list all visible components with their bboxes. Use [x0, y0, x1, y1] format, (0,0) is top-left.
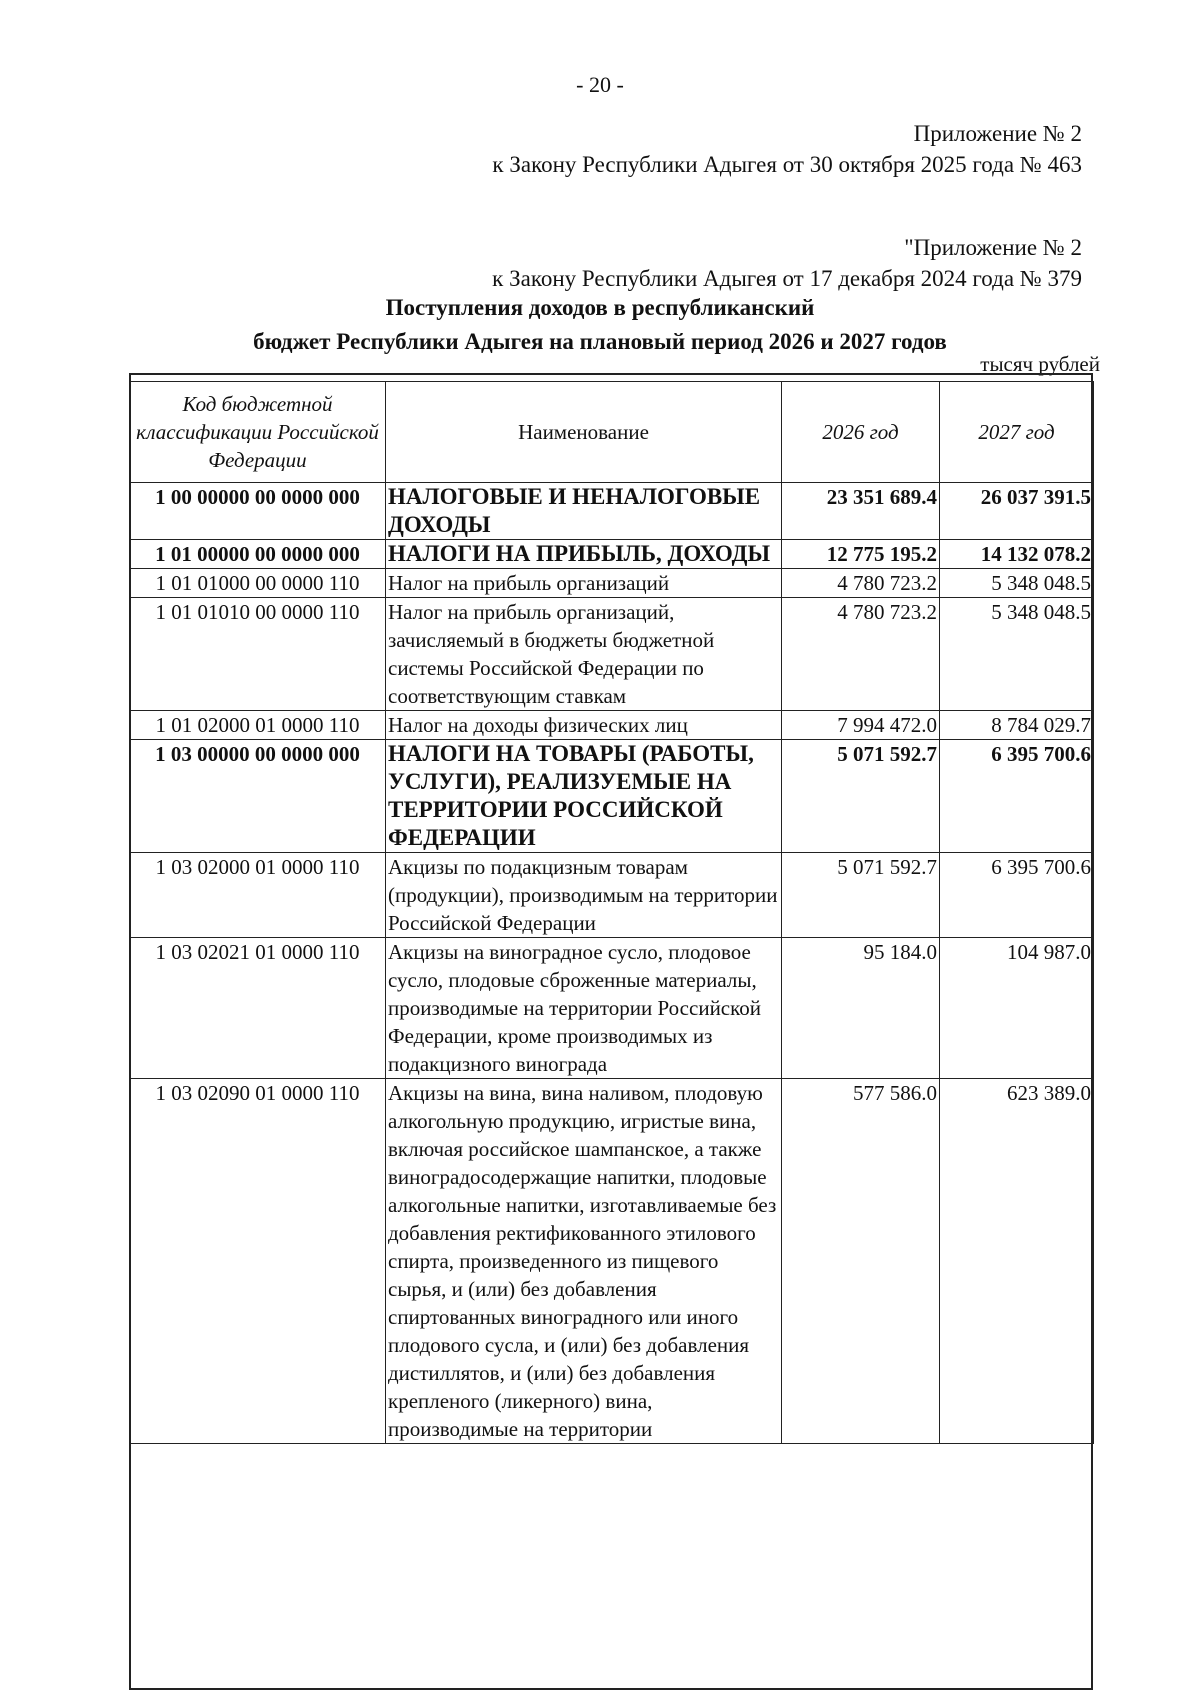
header-code: Код бюджетной классификации Российской Федерации: [130, 382, 386, 483]
table-row: [130, 711, 1094, 740]
appendix-old-line2: к Закону Республики Адыгея от 17 декабря 2024 года № 379: [492, 266, 1082, 291]
row-name: НАЛОГИ НА ТОВАРЫ (РАБОТЫ, УСЛУГИ), РЕАЛИЗУЕМЫЕ НА ТЕРРИТОРИИ РОССИЙСКОЙ ФЕДЕРАЦИИ: [386, 740, 782, 853]
row-name: НАЛОГИ НА ПРИБЫЛЬ, ДОХОДЫ: [386, 540, 782, 569]
row-code: 1 03 02000 01 0000 110: [130, 853, 386, 938]
row-value-2027: 26 037 391.5: [940, 483, 1094, 540]
revenue-table: [129, 381, 1094, 1444]
table-header-row: [130, 382, 1094, 483]
row-value-2026: 12 775 195.2: [782, 540, 940, 569]
appendix-old-line1: "Приложение № 2: [904, 235, 1082, 260]
document-title-line1: Поступления доходов в республиканский: [385, 295, 815, 320]
row-value-2027: 6 395 700.6: [940, 853, 1094, 938]
header-name: Наименование: [386, 382, 782, 483]
row-value-2026: 7 994 472.0: [782, 711, 940, 740]
row-name: Акцизы по подакцизным товарам (продукции), производимым на территории Российской Федерации: [386, 853, 782, 938]
row-code: 1 00 00000 00 0000 000: [130, 483, 386, 540]
row-value-2027: 5 348 048.5: [940, 569, 1094, 598]
appendix-reference-new: [492, 118, 1082, 180]
row-value-2027: 5 348 048.5: [940, 598, 1094, 711]
appendix-new-line1: Приложение № 2: [913, 121, 1082, 146]
row-value-2027: 623 389.0: [940, 1079, 1094, 1444]
row-value-2027: 6 395 700.6: [940, 740, 1094, 853]
row-value-2026: 4 780 723.2: [782, 598, 940, 711]
document-title: [0, 291, 1200, 359]
row-value-2027: 14 132 078.2: [940, 540, 1094, 569]
table-row: [130, 598, 1094, 711]
row-value-2026: 5 071 592.7: [782, 853, 940, 938]
row-code: 1 01 01010 00 0000 110: [130, 598, 386, 711]
appendix-reference-old: [492, 232, 1082, 294]
row-value-2026: 577 586.0: [782, 1079, 940, 1444]
row-name: Акцизы на виноградное сусло, плодовое сусло, плодовые сброженные материалы, производимые на территории Российской Федерации, кроме производимых из подакцизного винограда: [386, 938, 782, 1079]
row-name: Налог на доходы физических лиц: [386, 711, 782, 740]
table-row: [130, 1079, 1094, 1444]
table-row: [130, 569, 1094, 598]
row-code: 1 03 02090 01 0000 110: [130, 1079, 386, 1444]
header-2027: 2027 год: [940, 382, 1094, 483]
row-name: Налог на прибыль организаций, зачисляемый в бюджеты бюджетной системы Российской Федерации по соответствующим ставкам: [386, 598, 782, 711]
appendix-new-line2: к Закону Республики Адыгея от 30 октября 2025 года № 463: [492, 152, 1082, 177]
row-name: НАЛОГОВЫЕ И НЕНАЛОГОВЫЕ ДОХОДЫ: [386, 483, 782, 540]
units-label: тысяч рублей: [980, 352, 1100, 376]
row-code: 1 03 00000 00 0000 000: [130, 740, 386, 853]
page-number: - 20 -: [576, 72, 624, 97]
table-row: [130, 740, 1094, 853]
row-code: 1 01 01000 00 0000 110: [130, 569, 386, 598]
row-code: 1 01 00000 00 0000 000: [130, 540, 386, 569]
row-value-2026: 95 184.0: [782, 938, 940, 1079]
header-2026: 2026 год: [782, 382, 940, 483]
row-value-2026: 23 351 689.4: [782, 483, 940, 540]
row-code: 1 03 02021 01 0000 110: [130, 938, 386, 1079]
table-row: [130, 938, 1094, 1079]
document-title-line2: бюджет Республики Адыгея на плановый период 2026 и 2027 годов: [253, 329, 947, 354]
row-name: Акцизы на вина, вина наливом, плодовую алкогольную продукцию, игристые вина, включая российское шампанское, а также виноградосодержащие напитки, плодовые алкогольные напитки, изготавливаемые без добавления ректификованного этилового спирта, произведенного из пищевого сырья, и (или) без добавления спиртованных виноградного или иного плодового сусла, и (или) без добавления дистиллятов, и (или) без добавления крепленого (ликерного) вина, производимые на территории: [386, 1079, 782, 1444]
row-code: 1 01 02000 01 0000 110: [130, 711, 386, 740]
row-value-2026: 4 780 723.2: [782, 569, 940, 598]
table-row: [130, 853, 1094, 938]
table-row: [130, 483, 1094, 540]
row-value-2027: 104 987.0: [940, 938, 1094, 1079]
row-value-2026: 5 071 592.7: [782, 740, 940, 853]
row-name: Налог на прибыль организаций: [386, 569, 782, 598]
table-row: [130, 540, 1094, 569]
row-value-2027: 8 784 029.7: [940, 711, 1094, 740]
